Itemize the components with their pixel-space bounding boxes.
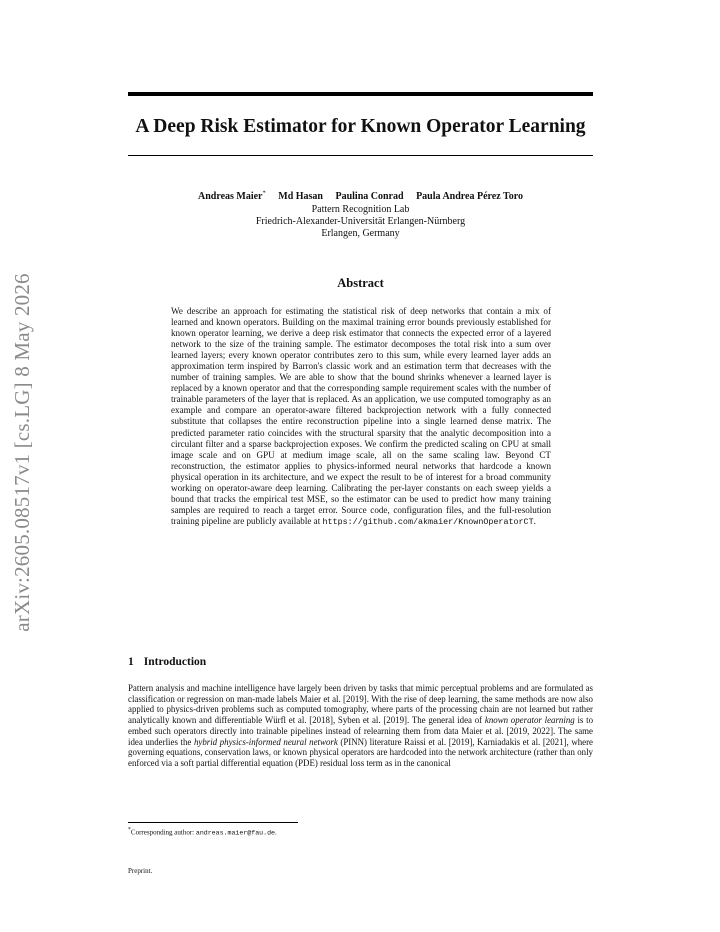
affiliation-lab: Pattern Recognition Lab	[311, 203, 410, 215]
affiliation-university: Friedrich-Alexander-Universität Erlangen-Nürnberg	[255, 215, 466, 227]
abstract-text: We describe an approach for estimating the statistical risk of deep networks that contain a mix of learned and known operators. Building on the maximal training error bounds previously established for known operator learning, we derive a deep risk estimator that connects the expected error of a layered network to the size of the training sample. The estimator decomposes the total risk into a sum over learned layers; every known operator contributes zero to this sum, while every learned layer adds an approximation term inspired by Barron's classic work and an estimation term that decreases with the number of training samples. We are able to show that the bound shrinks whenever a learned layer is replaced by a known operator and that the corresponding sample requirement scales with the number of trainable parameters of the layer that is replaced. As an application, we use computed tomography as an example and compare an operator-aware filtered backprojection network with a fully connected substitute that collapses the entire reconstruction pipeline into a single learned dense matrix. The predicted parameter ratio coincides with the structural sparsity that the analytic decomposition into a circulant filter and a sparse backprojection exposes. We confirm the predicted scaling on CPU at small image scale and on GPU at medium image scale, all on the same scaling law. Beyond CT reconstruction, the estimator applies to physics-informed neural networks that hardcode a known physical operation in its architecture, and we expect the result to be of interest for a broad community working on operator-aware deep learning. Calibrating the per-layer constants on each sweep yields a bound that tracks the empirical test MSE, so the estimator can be used to predict how many training samples are required to reach a target error. Source code, configuration files, and the full-resolution training pipeline are publicly available at https://github.com/akmaier/KnownOperatorCT.	[171, 306, 551, 527]
author-name: Paula Andrea Pérez Toro	[416, 191, 524, 203]
corresponding-email[interactable]: andreas.maier@fau.de	[195, 829, 275, 837]
abstract-heading: Abstract	[337, 276, 384, 290]
arxiv-identifier[interactable]: arXiv:2605.08517v1 [cs.LG] 8 May 2026	[9, 272, 34, 632]
footnote-rule	[128, 822, 298, 823]
corresponding-author-mark[interactable]: *	[262, 190, 266, 197]
introduction-paragraph: Pattern analysis and machine intelligence have largely been driven by tasks that mimic perceptual problems and are formulated as classification or regression on man-made labels Maier et al. [2019]. With the rise of deep learning, the same methods are now also applied to physics-driven problems such as computed tomography, where parts of the processing chain are not learned but rather analytically known and differentiable Würfl et al. [2018], Syben et al. [2019]. The general idea of known operator learning is to embed such operators directly into trainable pipelines instead of relearning them from data Maier et al. [2019, 2022]. The same idea underlies the hybrid physics-informed neural network (PINN) literature Raissi et al. [2019], Karniadakis et al. [2021], where governing equations, conservation laws, or known physical operators are hardcoded into the network architecture (rather than only enforced via a soft partial differential equation (PDE) residual loss term as in the canonical	[128, 683, 594, 768]
title-bottom-rule	[128, 155, 593, 156]
section-heading-introduction: 1 Introduction	[128, 656, 207, 668]
author-block	[128, 188, 593, 240]
author-name: Md Hasan	[278, 191, 323, 203]
author-name: Paulina Conrad	[335, 191, 404, 203]
footnote: *Corresponding author: andreas.maier@fau.de.	[128, 827, 277, 837]
affiliation-location: Erlangen, Germany	[321, 227, 400, 239]
arxiv-identifier-stamp	[2, 262, 42, 642]
term-known-operator-learning: known operator learning	[484, 715, 575, 726]
author-names	[128, 188, 593, 204]
title-top-rule	[128, 92, 593, 96]
preprint-label: Preprint.	[128, 867, 153, 875]
term-hybrid-pinn: hybrid physics-informed neural network	[193, 736, 338, 747]
source-code-link[interactable]: https://github.com/akmaier/KnownOperatorCT	[322, 516, 534, 527]
paper-title: A Deep Risk Estimator for Known Operator Learning	[135, 116, 586, 137]
author-name: Andreas Maier*	[197, 190, 266, 203]
